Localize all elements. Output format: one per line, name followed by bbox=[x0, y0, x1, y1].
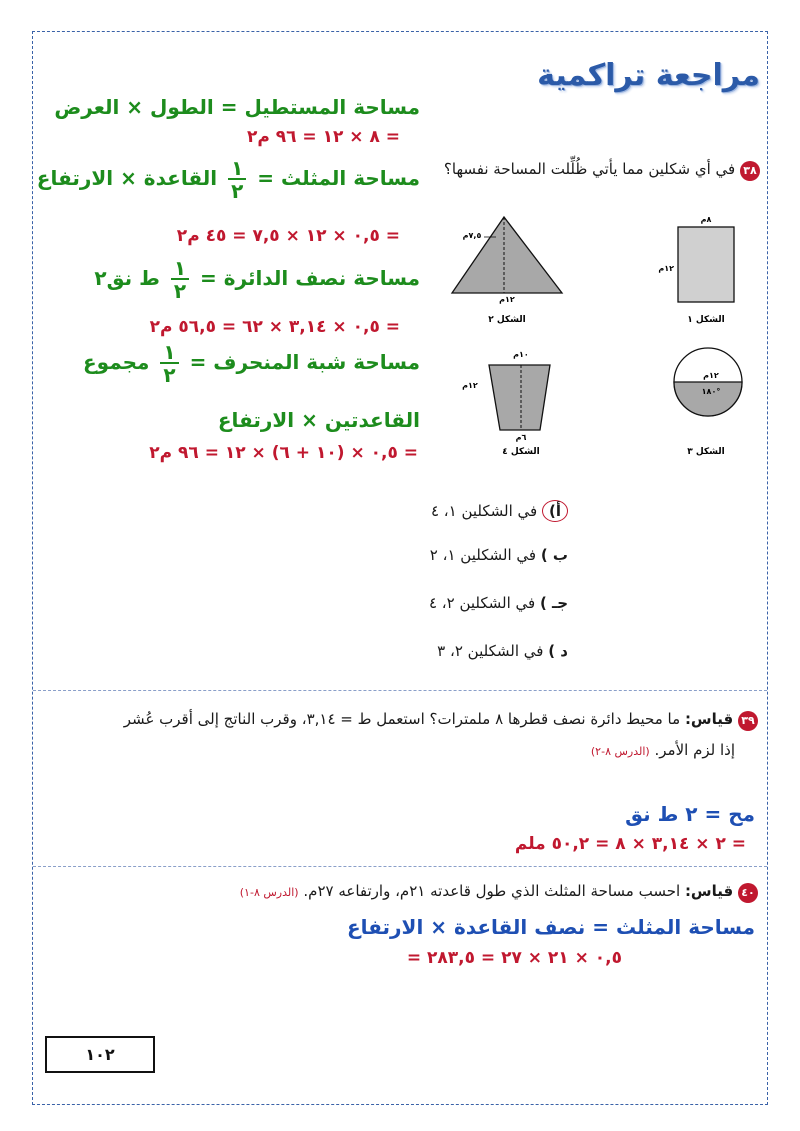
question-40 bbox=[240, 882, 758, 903]
rect-side-label: ١٢م bbox=[658, 264, 674, 273]
option-c-text: في الشكلين ٢، ٤ bbox=[428, 594, 536, 612]
question-38 bbox=[444, 160, 760, 181]
trapezoid-top-label: ١٠م bbox=[513, 350, 529, 359]
lesson-ref: (الدرس ٨-٢) bbox=[590, 745, 650, 758]
section-title: مراجعة تراكمية bbox=[537, 58, 760, 93]
option-a[interactable] bbox=[431, 500, 568, 522]
option-c[interactable] bbox=[429, 594, 568, 612]
option-b-text: في الشكلين ١، ٢ bbox=[429, 546, 537, 564]
figure-1-caption: الشكل ١ bbox=[687, 315, 725, 325]
question-number-badge: ٣٨ bbox=[740, 161, 760, 181]
section-divider bbox=[33, 866, 767, 867]
one-half-fraction bbox=[171, 258, 189, 301]
rect-formula: مساحة المستطيل = الطول × العرض bbox=[54, 95, 420, 119]
question-40-text: احسب مساحة المثلث الذي طول قاعدته ٢١م، وارتفاعه ٢٧م. bbox=[303, 882, 681, 900]
question-number-badge: ٤٠ bbox=[738, 883, 758, 903]
figure-4-trapezoid bbox=[462, 350, 550, 457]
option-a-text: في الشكلين ١، ٤ bbox=[430, 502, 538, 520]
trapezoid-height-label: ١٢م bbox=[462, 381, 478, 390]
semi-formula-end: ط نق٢ bbox=[94, 266, 160, 290]
question-39-text: ما محيط دائرة نصف قطرها ٨ ملمترات؟ استعمل ط = ٣,١٤، وقرب الناتج إلى أقرب عُشر bbox=[123, 710, 681, 728]
semi-formula-start: مساحة نصف الدائرة = bbox=[200, 266, 420, 290]
tri-formula bbox=[37, 158, 420, 201]
triangle-base-label: ١٢م bbox=[499, 295, 515, 304]
one-half-fraction bbox=[228, 158, 246, 201]
circle-radius-label: ١٢م bbox=[703, 371, 719, 380]
figure-3-caption: الشكل ٣ bbox=[687, 447, 725, 457]
rect-top-label: ٨م bbox=[700, 215, 712, 224]
fraction-denominator: ٢ bbox=[173, 279, 187, 303]
question-40-label: قياس: bbox=[684, 882, 734, 900]
option-c-letter: جـ ) bbox=[539, 594, 568, 612]
figure-1-rectangle bbox=[658, 215, 734, 325]
rectangle-shape bbox=[678, 227, 734, 302]
q39-answer-line2: = ٢ × ٣,١٤ × ٨ = ٥٠,٢ ملم bbox=[514, 834, 746, 854]
question-39 bbox=[124, 710, 758, 731]
figure-2-caption: الشكل ٢ bbox=[488, 315, 526, 325]
triangle-shape bbox=[452, 217, 562, 293]
trapezoid-shape bbox=[489, 365, 550, 430]
trapezoid-result: = ٠,٥ × (١٠ + ٦) × ١٢ = ٩٦ م٢ bbox=[149, 443, 418, 463]
trapezoid-formula-line2: القاعدتين × الارتفاع bbox=[217, 408, 420, 432]
option-a-letter: أ) bbox=[542, 500, 568, 522]
option-d[interactable] bbox=[437, 642, 568, 660]
semicircle-result: = ٠,٥ × ٣,١٤ × ٦٢ = ٥٦,٥ م٢ bbox=[149, 317, 400, 337]
question-39-line2 bbox=[591, 741, 735, 759]
fraction-denominator: ٢ bbox=[231, 179, 244, 203]
question-38-text: في أي شكلين مما يأتي ظُلِّلت المساحة نفسها؟ bbox=[443, 160, 736, 178]
option-b[interactable] bbox=[430, 546, 568, 564]
figure-4-caption: الشكل ٤ bbox=[502, 447, 540, 457]
fraction-numerator: ١ bbox=[228, 158, 246, 180]
option-d-letter: د ) bbox=[548, 642, 568, 660]
triangle-slant-label: ٧,٥م bbox=[462, 231, 482, 240]
figure-3-circle bbox=[674, 348, 742, 457]
question-39-text2: إذا لزم الأمر. bbox=[654, 741, 735, 759]
circle-angle-label: ١٨٠° bbox=[701, 387, 721, 396]
fraction-numerator: ١ bbox=[171, 258, 189, 280]
one-half-fraction bbox=[160, 342, 178, 385]
option-b-letter: ب ) bbox=[540, 546, 568, 564]
trapezoid-formula bbox=[83, 342, 420, 385]
figure-2-triangle bbox=[452, 217, 562, 325]
option-d-text: في الشكلين ٢، ٣ bbox=[437, 642, 544, 660]
q40-answer-line2: = ٠,٥ × ٢١ × ٢٧ = ٢٨٣,٥ bbox=[406, 948, 622, 968]
q40-answer-line1: مساحة المثلث = نصف القاعدة × الارتفاع bbox=[346, 915, 755, 939]
lesson-ref: (الدرس ٨-١) bbox=[239, 886, 299, 899]
trap-formula-start: مساحة شبة المنحرف = bbox=[189, 350, 420, 374]
page-number: ١٠٢ bbox=[45, 1036, 155, 1073]
semicircle-formula bbox=[94, 258, 420, 301]
tri-formula-start: مساحة المثلث = bbox=[257, 166, 420, 190]
question-39-label: قياس: bbox=[684, 710, 734, 728]
section-divider bbox=[33, 690, 767, 691]
tri-result: = ٠,٥ × ١٢ × ٧,٥ = ٤٥ م٢ bbox=[176, 226, 400, 246]
rect-result: = ٨ × ١٢ = ٩٦ م٢ bbox=[246, 127, 400, 147]
fraction-denominator: ٢ bbox=[163, 363, 176, 387]
question-38-figures bbox=[430, 205, 750, 465]
trap-formula-end: مجموع bbox=[83, 350, 150, 374]
tri-formula-end: القاعدة × الارتفاع bbox=[36, 166, 218, 190]
trapezoid-bottom-label: ٦م bbox=[515, 433, 527, 442]
q39-answer-line1: مح = ٢ ط نق bbox=[625, 802, 755, 826]
question-number-badge: ٣٩ bbox=[738, 711, 758, 731]
fraction-numerator: ١ bbox=[160, 342, 178, 364]
